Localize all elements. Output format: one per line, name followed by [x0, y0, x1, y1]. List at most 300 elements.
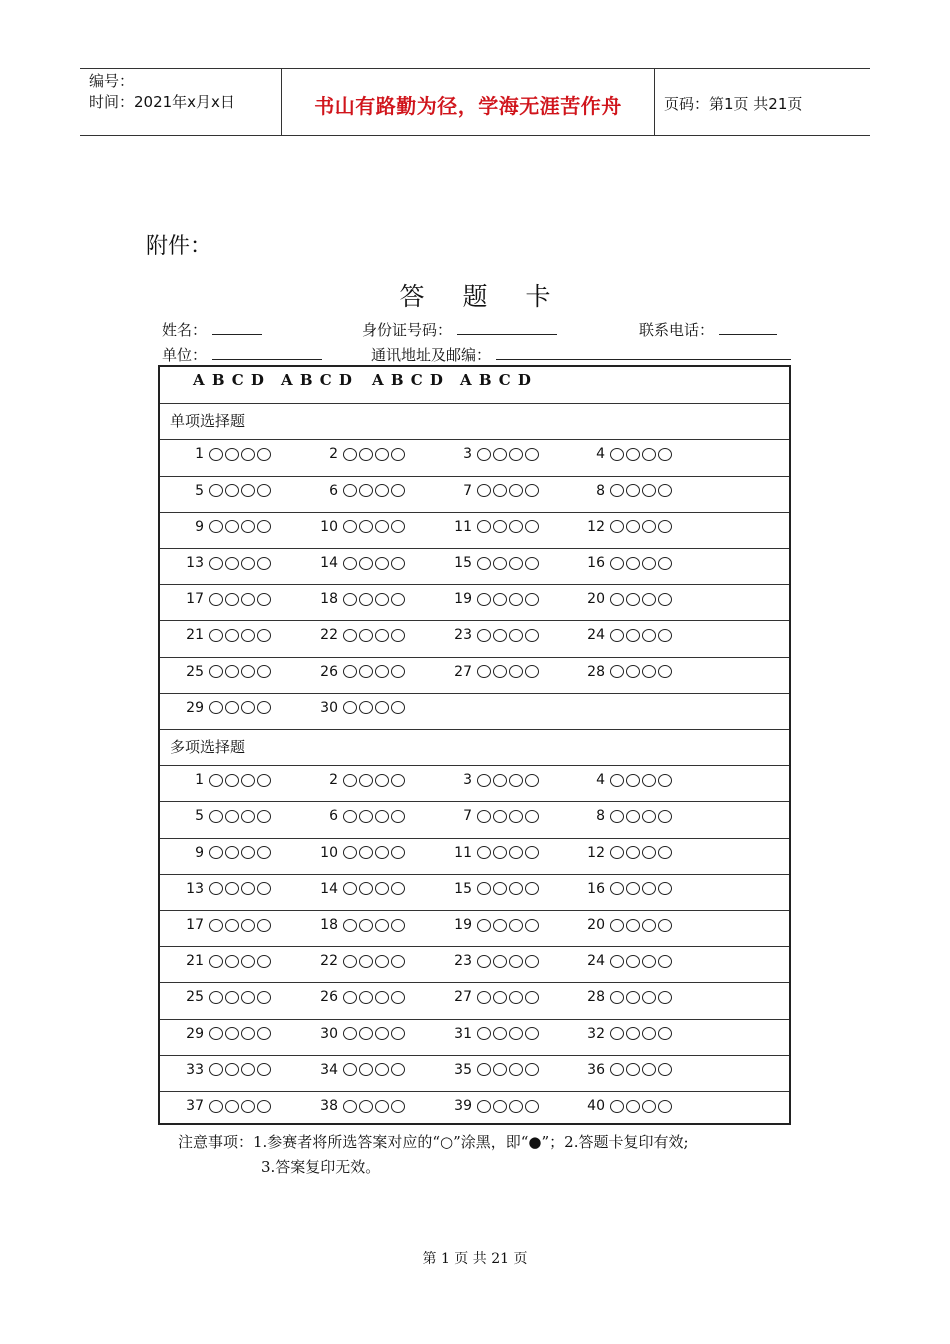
- answer-bubble-d-icon[interactable]: [257, 1100, 271, 1113]
- answer-bubble-a-icon[interactable]: [343, 774, 357, 787]
- answer-bubble-b-icon[interactable]: [626, 593, 640, 606]
- answer-bubble-b-icon[interactable]: [493, 955, 507, 968]
- answer-bubble-d-icon[interactable]: [658, 955, 672, 968]
- answer-bubble-b-icon[interactable]: [626, 665, 640, 678]
- answer-bubble-d-icon[interactable]: [257, 629, 271, 642]
- answer-bubble-d-icon[interactable]: [658, 846, 672, 859]
- answer-bubble-d-icon[interactable]: [257, 846, 271, 859]
- answer-bubble-d-icon[interactable]: [257, 774, 271, 787]
- answer-bubble-a-icon[interactable]: [343, 484, 357, 497]
- answer-bubble-a-icon[interactable]: [343, 665, 357, 678]
- answer-bubble-c-icon[interactable]: [241, 1063, 255, 1076]
- answer-bubble-b-icon[interactable]: [359, 955, 373, 968]
- answer-bubble-b-icon[interactable]: [359, 1027, 373, 1040]
- answer-bubble-b-icon[interactable]: [359, 882, 373, 895]
- answer-bubble-a-icon[interactable]: [610, 991, 624, 1004]
- question-item: [448, 627, 541, 647]
- answer-bubble-c-icon[interactable]: [509, 955, 523, 968]
- answer-bubble-c-icon[interactable]: [509, 919, 523, 932]
- answer-bubble-a-icon[interactable]: [610, 919, 624, 932]
- answer-bubble-c-icon[interactable]: [241, 955, 255, 968]
- answer-bubble-d-icon[interactable]: [391, 1027, 405, 1040]
- answer-bubble-a-icon[interactable]: [343, 1027, 357, 1040]
- answer-bubble-c-icon[interactable]: [509, 1063, 523, 1076]
- answer-bubble-b-icon[interactable]: [626, 557, 640, 570]
- answer-bubble-a-icon[interactable]: [610, 1027, 624, 1040]
- answer-bubble-d-icon[interactable]: [257, 557, 271, 570]
- answer-bubble-c-icon[interactable]: [509, 520, 523, 533]
- answer-bubble-b-icon[interactable]: [626, 810, 640, 823]
- answer-bubble-d-icon[interactable]: [391, 520, 405, 533]
- answer-bubble-b-icon[interactable]: [225, 1063, 239, 1076]
- answer-bubble-b-icon[interactable]: [359, 846, 373, 859]
- answer-bubble-c-icon[interactable]: [509, 593, 523, 606]
- answer-bubble-b-icon[interactable]: [359, 557, 373, 570]
- answer-bubble-d-icon[interactable]: [525, 1100, 539, 1113]
- answer-bubble-a-icon[interactable]: [610, 955, 624, 968]
- answer-bubble-a-icon[interactable]: [477, 1063, 491, 1076]
- answer-bubble-a-icon[interactable]: [610, 593, 624, 606]
- question-row: [160, 838, 789, 875]
- answer-bubble-b-icon[interactable]: [225, 955, 239, 968]
- answer-bubble-a-icon[interactable]: [343, 557, 357, 570]
- answer-bubble-b-icon[interactable]: [225, 810, 239, 823]
- answer-bubble-c-icon[interactable]: [375, 593, 389, 606]
- answer-bubble-c-icon[interactable]: [241, 629, 255, 642]
- answer-bubble-c-icon[interactable]: [375, 557, 389, 570]
- answer-bubble-b-icon[interactable]: [626, 520, 640, 533]
- answer-bubble-c-icon[interactable]: [241, 882, 255, 895]
- answer-bubble-a-icon[interactable]: [343, 919, 357, 932]
- answer-bubble-a-icon[interactable]: [477, 991, 491, 1004]
- answer-bubble-a-icon[interactable]: [610, 1100, 624, 1113]
- answer-bubble-d-icon[interactable]: [257, 665, 271, 678]
- answer-bubble-c-icon[interactable]: [241, 520, 255, 533]
- answer-bubble-a-icon[interactable]: [209, 665, 223, 678]
- answer-bubble-b-icon[interactable]: [493, 629, 507, 642]
- answer-bubble-a-icon[interactable]: [343, 593, 357, 606]
- answer-bubble-a-icon[interactable]: [343, 846, 357, 859]
- answer-bubble-b-icon[interactable]: [493, 557, 507, 570]
- answer-bubble-d-icon[interactable]: [391, 882, 405, 895]
- question-number: 3: [463, 772, 472, 789]
- answer-bubble-a-icon[interactable]: [209, 448, 223, 461]
- answer-bubble-a-icon[interactable]: [209, 593, 223, 606]
- answer-bubble-b-icon[interactable]: [359, 629, 373, 642]
- answer-bubble-d-icon[interactable]: [525, 665, 539, 678]
- answer-bubble-c-icon[interactable]: [375, 1027, 389, 1040]
- answer-bubble-a-icon[interactable]: [209, 1027, 223, 1040]
- answer-bubble-b-icon[interactable]: [626, 1100, 640, 1113]
- answer-bubble-a-icon[interactable]: [209, 1100, 223, 1113]
- answer-bubble-b-icon[interactable]: [225, 1027, 239, 1040]
- answer-bubble-b-icon[interactable]: [225, 1100, 239, 1113]
- answer-bubble-a-icon[interactable]: [477, 448, 491, 461]
- answer-bubble-c-icon[interactable]: [375, 1100, 389, 1113]
- answer-bubble-d-icon[interactable]: [658, 448, 672, 461]
- answer-bubble-c-icon[interactable]: [241, 448, 255, 461]
- answer-bubble-a-icon[interactable]: [343, 1100, 357, 1113]
- answer-bubble-b-icon[interactable]: [359, 484, 373, 497]
- answer-bubble-c-icon[interactable]: [241, 557, 255, 570]
- address-blank[interactable]: [496, 345, 791, 360]
- answer-bubble-d-icon[interactable]: [391, 1100, 405, 1113]
- answer-bubble-b-icon[interactable]: [225, 846, 239, 859]
- answer-bubble-d-icon[interactable]: [257, 955, 271, 968]
- answer-bubble-d-icon[interactable]: [525, 1063, 539, 1076]
- answer-bubble-b-icon[interactable]: [493, 919, 507, 932]
- answer-bubble-c-icon[interactable]: [642, 1027, 656, 1040]
- answer-bubble-b-icon[interactable]: [626, 1027, 640, 1040]
- answer-bubble-b-icon[interactable]: [359, 665, 373, 678]
- question-item: [314, 1098, 407, 1118]
- answer-bubble-c-icon[interactable]: [509, 448, 523, 461]
- answer-bubble-d-icon[interactable]: [525, 810, 539, 823]
- name-blank[interactable]: [212, 320, 262, 335]
- answer-bubble-a-icon[interactable]: [610, 774, 624, 787]
- answer-bubble-c-icon[interactable]: [375, 810, 389, 823]
- answer-bubble-c-icon[interactable]: [642, 774, 656, 787]
- answer-bubble-c-icon[interactable]: [642, 955, 656, 968]
- answer-bubble-a-icon[interactable]: [209, 810, 223, 823]
- answer-bubble-a-icon[interactable]: [610, 810, 624, 823]
- question-item: [314, 953, 407, 973]
- answer-bubble-c-icon[interactable]: [642, 882, 656, 895]
- answer-bubble-b-icon[interactable]: [225, 520, 239, 533]
- answer-bubble-c-icon[interactable]: [642, 1100, 656, 1113]
- answer-bubble-c-icon[interactable]: [375, 520, 389, 533]
- answer-bubble-b-icon[interactable]: [493, 810, 507, 823]
- answer-bubble-b-icon[interactable]: [493, 1063, 507, 1076]
- answer-bubble-c-icon[interactable]: [375, 448, 389, 461]
- answer-bubble-c-icon[interactable]: [375, 701, 389, 714]
- answer-bubble-a-icon[interactable]: [209, 846, 223, 859]
- answer-options: [343, 917, 407, 933]
- answer-bubble-b-icon[interactable]: [225, 448, 239, 461]
- answer-bubble-a-icon[interactable]: [477, 955, 491, 968]
- answer-bubble-c-icon[interactable]: [241, 810, 255, 823]
- answer-bubble-a-icon[interactable]: [610, 520, 624, 533]
- answer-bubble-d-icon[interactable]: [257, 520, 271, 533]
- answer-bubble-b-icon[interactable]: [359, 593, 373, 606]
- answer-bubble-d-icon[interactable]: [391, 665, 405, 678]
- answer-bubble-a-icon[interactable]: [610, 484, 624, 497]
- answer-bubble-d-icon[interactable]: [391, 593, 405, 606]
- answer-bubble-d-icon[interactable]: [658, 1100, 672, 1113]
- answer-bubble-d-icon[interactable]: [391, 557, 405, 570]
- answer-bubble-a-icon[interactable]: [477, 1027, 491, 1040]
- answer-bubble-d-icon[interactable]: [658, 484, 672, 497]
- answer-bubble-b-icon[interactable]: [359, 774, 373, 787]
- answer-bubble-d-icon[interactable]: [525, 1027, 539, 1040]
- answer-bubble-d-icon[interactable]: [658, 665, 672, 678]
- answer-bubble-d-icon[interactable]: [525, 846, 539, 859]
- answer-bubble-b-icon[interactable]: [359, 1063, 373, 1076]
- answer-bubble-d-icon[interactable]: [658, 1027, 672, 1040]
- answer-bubble-b-icon[interactable]: [493, 593, 507, 606]
- answer-bubble-d-icon[interactable]: [257, 810, 271, 823]
- answer-bubble-a-icon[interactable]: [477, 593, 491, 606]
- answer-bubble-d-icon[interactable]: [525, 882, 539, 895]
- answer-bubble-b-icon[interactable]: [626, 629, 640, 642]
- answer-bubble-b-icon[interactable]: [359, 448, 373, 461]
- phone-blank[interactable]: [719, 320, 777, 335]
- answer-options: [209, 555, 273, 571]
- answer-bubble-d-icon[interactable]: [525, 557, 539, 570]
- answer-bubble-b-icon[interactable]: [225, 991, 239, 1004]
- answer-bubble-c-icon[interactable]: [241, 846, 255, 859]
- answer-bubble-c-icon[interactable]: [241, 919, 255, 932]
- answer-bubble-a-icon[interactable]: [209, 557, 223, 570]
- answer-bubble-a-icon[interactable]: [209, 774, 223, 787]
- id-number-blank[interactable]: [457, 320, 557, 335]
- answer-bubble-a-icon[interactable]: [477, 484, 491, 497]
- answer-bubble-b-icon[interactable]: [359, 701, 373, 714]
- answer-bubble-a-icon[interactable]: [610, 882, 624, 895]
- answer-bubble-d-icon[interactable]: [525, 774, 539, 787]
- answer-bubble-b-icon[interactable]: [359, 991, 373, 1004]
- answer-bubble-b-icon[interactable]: [626, 448, 640, 461]
- answer-bubble-c-icon[interactable]: [241, 991, 255, 1004]
- answer-bubble-d-icon[interactable]: [391, 846, 405, 859]
- question-number: 40: [587, 1098, 605, 1114]
- header-divider-left: [281, 69, 282, 135]
- answer-bubble-d-icon[interactable]: [257, 1027, 271, 1040]
- answer-bubble-a-icon[interactable]: [343, 882, 357, 895]
- answer-bubble-a-icon[interactable]: [343, 1063, 357, 1076]
- answer-bubble-d-icon[interactable]: [391, 629, 405, 642]
- answer-bubble-b-icon[interactable]: [359, 810, 373, 823]
- answer-bubble-b-icon[interactable]: [225, 774, 239, 787]
- answer-bubble-a-icon[interactable]: [477, 774, 491, 787]
- answer-bubble-c-icon[interactable]: [509, 1100, 523, 1113]
- answer-bubble-d-icon[interactable]: [658, 774, 672, 787]
- answer-bubble-b-icon[interactable]: [225, 484, 239, 497]
- answer-bubble-a-icon[interactable]: [610, 448, 624, 461]
- answer-bubble-d-icon[interactable]: [257, 448, 271, 461]
- answer-bubble-b-icon[interactable]: [493, 1027, 507, 1040]
- answer-bubble-a-icon[interactable]: [209, 991, 223, 1004]
- answer-bubble-d-icon[interactable]: [257, 882, 271, 895]
- answer-bubble-d-icon[interactable]: [525, 629, 539, 642]
- answer-bubble-a-icon[interactable]: [209, 484, 223, 497]
- answer-bubble-c-icon[interactable]: [509, 665, 523, 678]
- answer-bubble-c-icon[interactable]: [642, 448, 656, 461]
- answer-bubble-c-icon[interactable]: [375, 919, 389, 932]
- answer-bubble-a-icon[interactable]: [209, 882, 223, 895]
- answer-bubble-b-icon[interactable]: [225, 665, 239, 678]
- answer-bubble-c-icon[interactable]: [642, 520, 656, 533]
- answer-bubble-c-icon[interactable]: [241, 665, 255, 678]
- answer-bubble-c-icon[interactable]: [375, 882, 389, 895]
- answer-bubble-c-icon[interactable]: [642, 991, 656, 1004]
- answer-bubble-b-icon[interactable]: [626, 955, 640, 968]
- question-number: 5: [195, 482, 204, 499]
- answer-bubble-c-icon[interactable]: [509, 557, 523, 570]
- answer-bubble-c-icon[interactable]: [509, 810, 523, 823]
- answer-bubble-d-icon[interactable]: [658, 520, 672, 533]
- answer-bubble-c-icon[interactable]: [509, 629, 523, 642]
- answer-bubble-a-icon[interactable]: [610, 557, 624, 570]
- answer-bubble-d-icon[interactable]: [391, 774, 405, 787]
- unit-blank[interactable]: [212, 345, 322, 360]
- answer-bubble-b-icon[interactable]: [626, 919, 640, 932]
- answer-bubble-a-icon[interactable]: [209, 701, 223, 714]
- answer-bubble-d-icon[interactable]: [525, 484, 539, 497]
- answer-bubble-c-icon[interactable]: [642, 846, 656, 859]
- answer-bubble-d-icon[interactable]: [257, 701, 271, 714]
- answer-bubble-d-icon[interactable]: [658, 882, 672, 895]
- answer-bubble-a-icon[interactable]: [477, 557, 491, 570]
- answer-bubble-d-icon[interactable]: [658, 557, 672, 570]
- answer-bubble-d-icon[interactable]: [658, 991, 672, 1004]
- answer-bubble-c-icon[interactable]: [375, 484, 389, 497]
- answer-bubble-a-icon[interactable]: [209, 1063, 223, 1076]
- answer-bubble-d-icon[interactable]: [257, 919, 271, 932]
- answer-bubble-c-icon[interactable]: [642, 810, 656, 823]
- answer-bubble-c-icon[interactable]: [241, 593, 255, 606]
- answer-bubble-d-icon[interactable]: [391, 1063, 405, 1076]
- answer-bubble-d-icon[interactable]: [257, 991, 271, 1004]
- answer-bubble-c-icon[interactable]: [509, 991, 523, 1004]
- answer-bubble-c-icon[interactable]: [509, 846, 523, 859]
- answer-bubble-a-icon[interactable]: [343, 629, 357, 642]
- answer-bubble-c-icon[interactable]: [509, 882, 523, 895]
- answer-bubble-d-icon[interactable]: [257, 593, 271, 606]
- answer-bubble-d-icon[interactable]: [391, 484, 405, 497]
- answer-bubble-c-icon[interactable]: [375, 846, 389, 859]
- answer-bubble-d-icon[interactable]: [658, 593, 672, 606]
- answer-bubble-b-icon[interactable]: [493, 1100, 507, 1113]
- answer-bubble-b-icon[interactable]: [493, 448, 507, 461]
- answer-bubble-a-icon[interactable]: [209, 919, 223, 932]
- answer-bubble-d-icon[interactable]: [525, 991, 539, 1004]
- answer-bubble-c-icon[interactable]: [375, 1063, 389, 1076]
- answer-bubble-b-icon[interactable]: [359, 1100, 373, 1113]
- answer-bubble-b-icon[interactable]: [626, 484, 640, 497]
- answer-bubble-b-icon[interactable]: [493, 520, 507, 533]
- answer-bubble-b-icon[interactable]: [493, 665, 507, 678]
- answer-bubble-c-icon[interactable]: [642, 593, 656, 606]
- answer-bubble-c-icon[interactable]: [375, 955, 389, 968]
- answer-bubble-c-icon[interactable]: [642, 557, 656, 570]
- answer-bubble-a-icon[interactable]: [477, 846, 491, 859]
- answer-bubble-a-icon[interactable]: [477, 919, 491, 932]
- answer-bubble-b-icon[interactable]: [225, 919, 239, 932]
- answer-bubble-a-icon[interactable]: [477, 520, 491, 533]
- answer-bubble-c-icon[interactable]: [241, 1027, 255, 1040]
- answer-bubble-b-icon[interactable]: [493, 774, 507, 787]
- answer-bubble-a-icon[interactable]: [477, 810, 491, 823]
- answer-bubble-b-icon[interactable]: [225, 882, 239, 895]
- answer-bubble-c-icon[interactable]: [375, 665, 389, 678]
- answer-bubble-d-icon[interactable]: [391, 810, 405, 823]
- header-meta: [89, 71, 235, 113]
- answer-bubble-d-icon[interactable]: [658, 1063, 672, 1076]
- answer-bubble-d-icon[interactable]: [391, 955, 405, 968]
- answer-bubble-d-icon[interactable]: [391, 991, 405, 1004]
- answer-bubble-b-icon[interactable]: [626, 991, 640, 1004]
- answer-bubble-a-icon[interactable]: [343, 520, 357, 533]
- answer-bubble-d-icon[interactable]: [257, 484, 271, 497]
- answer-bubble-a-icon[interactable]: [343, 991, 357, 1004]
- answer-bubble-b-icon[interactable]: [493, 991, 507, 1004]
- answer-bubble-b-icon[interactable]: [225, 629, 239, 642]
- answer-bubble-d-icon[interactable]: [658, 919, 672, 932]
- answer-bubble-c-icon[interactable]: [509, 1027, 523, 1040]
- answer-bubble-b-icon[interactable]: [493, 882, 507, 895]
- answer-bubble-b-icon[interactable]: [493, 484, 507, 497]
- answer-bubble-d-icon[interactable]: [391, 448, 405, 461]
- answer-bubble-c-icon[interactable]: [375, 774, 389, 787]
- option-header: A B C D: [281, 371, 353, 389]
- answer-bubble-d-icon[interactable]: [525, 919, 539, 932]
- answer-bubble-c-icon[interactable]: [642, 665, 656, 678]
- answer-bubble-c-icon[interactable]: [642, 484, 656, 497]
- answer-bubble-a-icon[interactable]: [343, 810, 357, 823]
- answer-bubble-c-icon[interactable]: [241, 774, 255, 787]
- answer-bubble-a-icon[interactable]: [343, 955, 357, 968]
- answer-bubble-b-icon[interactable]: [225, 593, 239, 606]
- answer-bubble-a-icon[interactable]: [477, 1100, 491, 1113]
- answer-bubble-b-icon[interactable]: [493, 846, 507, 859]
- answer-bubble-c-icon[interactable]: [509, 774, 523, 787]
- answer-bubble-b-icon[interactable]: [225, 701, 239, 714]
- answer-bubble-a-icon[interactable]: [343, 448, 357, 461]
- answer-bubble-a-icon[interactable]: [610, 665, 624, 678]
- answer-bubble-c-icon[interactable]: [375, 991, 389, 1004]
- answer-bubble-a-icon[interactable]: [209, 520, 223, 533]
- answer-bubble-a-icon[interactable]: [209, 955, 223, 968]
- answer-bubble-c-icon[interactable]: [509, 484, 523, 497]
- answer-bubble-d-icon[interactable]: [391, 701, 405, 714]
- question-item: [314, 483, 407, 503]
- answer-bubble-d-icon[interactable]: [658, 629, 672, 642]
- answer-bubble-c-icon[interactable]: [642, 919, 656, 932]
- answer-bubble-a-icon[interactable]: [343, 701, 357, 714]
- answer-bubble-c-icon[interactable]: [241, 1100, 255, 1113]
- answer-bubble-d-icon[interactable]: [525, 593, 539, 606]
- answer-bubble-a-icon[interactable]: [477, 665, 491, 678]
- answer-bubble-c-icon[interactable]: [241, 701, 255, 714]
- answer-bubble-a-icon[interactable]: [610, 1063, 624, 1076]
- answer-bubble-a-icon[interactable]: [610, 846, 624, 859]
- answer-bubble-a-icon[interactable]: [610, 629, 624, 642]
- answer-bubble-b-icon[interactable]: [626, 846, 640, 859]
- answer-bubble-b-icon[interactable]: [626, 774, 640, 787]
- answer-bubble-b-icon[interactable]: [626, 1063, 640, 1076]
- answer-bubble-d-icon[interactable]: [391, 919, 405, 932]
- answer-bubble-b-icon[interactable]: [359, 919, 373, 932]
- answer-bubble-b-icon[interactable]: [626, 882, 640, 895]
- multiple-section-title-row: [160, 729, 789, 766]
- answer-bubble-d-icon[interactable]: [525, 520, 539, 533]
- answer-bubble-a-icon[interactable]: [209, 629, 223, 642]
- answer-bubble-d-icon[interactable]: [525, 955, 539, 968]
- answer-bubble-b-icon[interactable]: [225, 557, 239, 570]
- answer-bubble-d-icon[interactable]: [658, 810, 672, 823]
- answer-bubble-b-icon[interactable]: [359, 520, 373, 533]
- answer-bubble-c-icon[interactable]: [375, 629, 389, 642]
- answer-bubble-a-icon[interactable]: [477, 882, 491, 895]
- answer-bubble-d-icon[interactable]: [257, 1063, 271, 1076]
- answer-bubble-d-icon[interactable]: [525, 448, 539, 461]
- answer-bubble-c-icon[interactable]: [642, 629, 656, 642]
- answer-bubble-c-icon[interactable]: [241, 484, 255, 497]
- answer-bubble-c-icon[interactable]: [642, 1063, 656, 1076]
- answer-bubble-a-icon[interactable]: [477, 629, 491, 642]
- question-number: 4: [596, 446, 605, 463]
